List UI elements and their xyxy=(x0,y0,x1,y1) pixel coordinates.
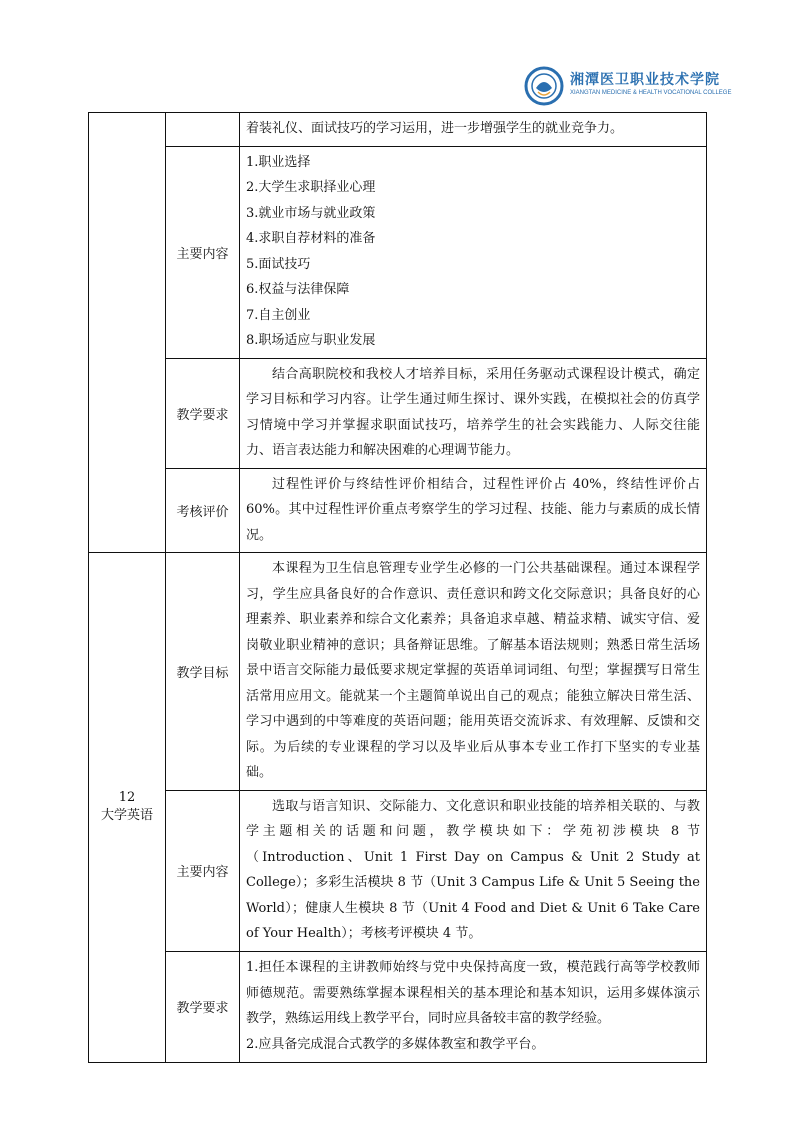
goal-text: 本课程为卫生信息管理专业学生必修的一门公共基础课程。通过本课程学习，学生应具备良好的合作意识、责任意识和跨文化交际意识；具备良好的心理素养、职业素养和综合文化素养；具备追求卓越、精益求精、诚实守信、爱岗敬业职业精神的意识；具备辩证思维。了解基本语法规则；熟悉日常生活场景中语言交际能力最低要求规定掌握的英语单词词组、句型；掌握撰写日常生活常用应用文。能就某一个主题简单说出自己的观点；能独立解决日常生活、学习中遇到的中等难度的英语问题；能用英语交流诉求、有效理解、反馈和交际。为后续的专业课程的学习以及毕业后从事本专业工作打下坚实的专业基础。 xyxy=(246,561,700,780)
list-item: 1.职业选择 xyxy=(246,154,311,170)
table-row xyxy=(89,146,707,358)
list-item: 3.就业市场与就业政策 xyxy=(246,205,376,221)
continuation-cell xyxy=(240,113,707,147)
list-item: 1.担任本课程的主讲教师始终与党中央保持高度一致，模范践行高等学校教师师德规范。需要熟练掌握本课程相关的基本理论和基本知识，运用多媒体演示教学，熟练运用线上教学平台，同时应具备较丰富的教学经验。 xyxy=(246,960,700,1026)
goal-label: 教学目标 xyxy=(166,553,240,791)
label-cell-empty xyxy=(166,113,240,147)
content-label: 主要内容 xyxy=(166,146,240,358)
course-number: 12 xyxy=(118,790,136,806)
content-cell xyxy=(240,790,707,951)
assessment-cell xyxy=(240,468,707,553)
college-emblem-icon xyxy=(524,66,564,106)
requirement-cell xyxy=(240,951,707,1062)
logo-english-name: XIANGTAN MEDICINE & HEALTH VOCATIONAL COLLEGE xyxy=(570,90,732,96)
requirement-label: 教学要求 xyxy=(166,951,240,1062)
table-row xyxy=(89,113,707,147)
content-label: 主要内容 xyxy=(166,790,240,951)
table-row xyxy=(89,951,707,1062)
list-item: 2.应具备完成混合式教学的多媒体教室和教学平台。 xyxy=(246,1036,545,1052)
content-text: 选取与语言知识、交际能力、文化意识和职业技能的培养相关联的、与教学主题相关的话题和问题，教学模块如下：学苑初涉模块 8 节（Introduction、Unit 1 First Day on Campus & Unit 2 Study at College）；多彩生活模块 8 节（Unit 3 Campus Life & Unit 5 Seeing the World）；健康人生模块 8 节（Unit 4 Food and Diet & Unit 6 Take Care of Your Health）；考核考评模块 4 节。 xyxy=(246,798,700,941)
content-list xyxy=(240,146,707,358)
requirement-text: 结合高职院校和我校人才培养目标，采用任务驱动式课程设计模式，确定学习目标和学习内容。让学生通过师生探讨、课外实践，在模拟社会的仿真学习情境中学习并掌握求职面试技巧，培养学生的社会实践能力、人际交往能力、语言表达能力和解决困难的心理调节能力。 xyxy=(246,366,700,458)
list-item: 7.自主创业 xyxy=(246,307,311,323)
list-item: 4.求职自荐材料的准备 xyxy=(246,231,376,246)
continuation-text: 着装礼仪、面试技巧的学习运用，进一步增强学生的就业竞争力。 xyxy=(246,121,624,136)
course-name: 大学英语 xyxy=(100,808,153,824)
goal-cell xyxy=(240,553,707,791)
table-row xyxy=(89,553,707,791)
course-name-cell xyxy=(89,553,166,1063)
list-item: 6.权益与法律保障 xyxy=(246,282,350,297)
requirement-label: 教学要求 xyxy=(166,358,240,468)
requirement-cell xyxy=(240,358,707,468)
course-table xyxy=(88,112,707,1063)
table-row xyxy=(89,358,707,468)
table-row xyxy=(89,468,707,553)
table-row xyxy=(89,790,707,951)
list-item: 2.大学生求职择业心理 xyxy=(246,180,376,195)
college-logo xyxy=(524,66,732,110)
logo-chinese-name: 湘潭医卫职业技术学院 xyxy=(570,72,720,88)
list-item: 8.职场适应与职业发展 xyxy=(246,333,376,348)
list-item: 5.面试技巧 xyxy=(246,256,311,272)
assessment-text: 过程性评价与终结性评价相结合，过程性评价占 40%，终结性评价占 60%。其中过程性评价重点考察学生的学习过程、技能、能力与素质的成长情况。 xyxy=(246,476,700,543)
assessment-label: 考核评价 xyxy=(166,468,240,553)
course-cell-empty xyxy=(89,113,166,553)
